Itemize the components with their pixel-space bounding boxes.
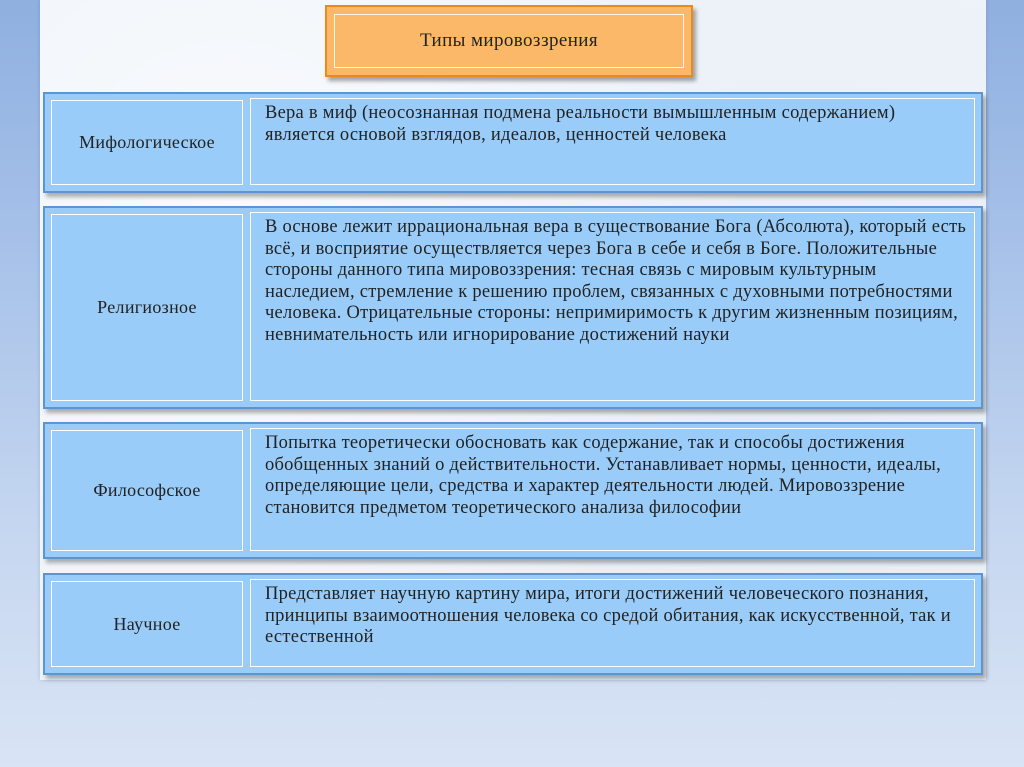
title-box	[325, 5, 693, 77]
type-label-philosophical: Философское	[51, 430, 243, 551]
row-philosophical	[43, 422, 983, 559]
type-label-mythological: Мифологическое	[51, 100, 243, 185]
type-description-philosophical: Попытка теоретически обосновать как содержание, так и способы достижения обобщенных знаний о действительности. Устанавливает нормы, ценности, идеалы, определяющие цели, средства и характер деятельности людей. Мировоззрение становится предметом теоретического анализа философии	[250, 428, 975, 551]
type-label-scientific: Научное	[51, 581, 243, 667]
row-mythological	[43, 92, 983, 193]
type-description-mythological: Вера в миф (неосознанная подмена реальности вымышленным содержанием) является основой взглядов, идеалов, ценностей человека	[250, 98, 975, 185]
row-scientific	[43, 573, 983, 675]
type-description-religious: В основе лежит иррациональная вера в существование Бога (Абсолюта), который есть всё, и восприятие осуществляется через Бога в себе и себя в Боге. Положительные стороны данного типа мировоззрения: тесная связь с мировым культурным наследием, стремление к решению проблем, связанных с духовными потребностями человека. Отрицательные стороны: непримиримость к другим жизненным позициям, невнимательность или игнорирование достижений науки	[250, 212, 975, 401]
type-label-religious: Религиозное	[51, 214, 243, 401]
page-title: Типы мировоззрения	[334, 14, 684, 68]
type-description-scientific: Представляет научную картину мира, итоги достижений человеческого познания, принципы взаимоотношения человека со средой обитания, как искусственной, так и естественной	[250, 579, 975, 667]
row-religious	[43, 206, 983, 409]
